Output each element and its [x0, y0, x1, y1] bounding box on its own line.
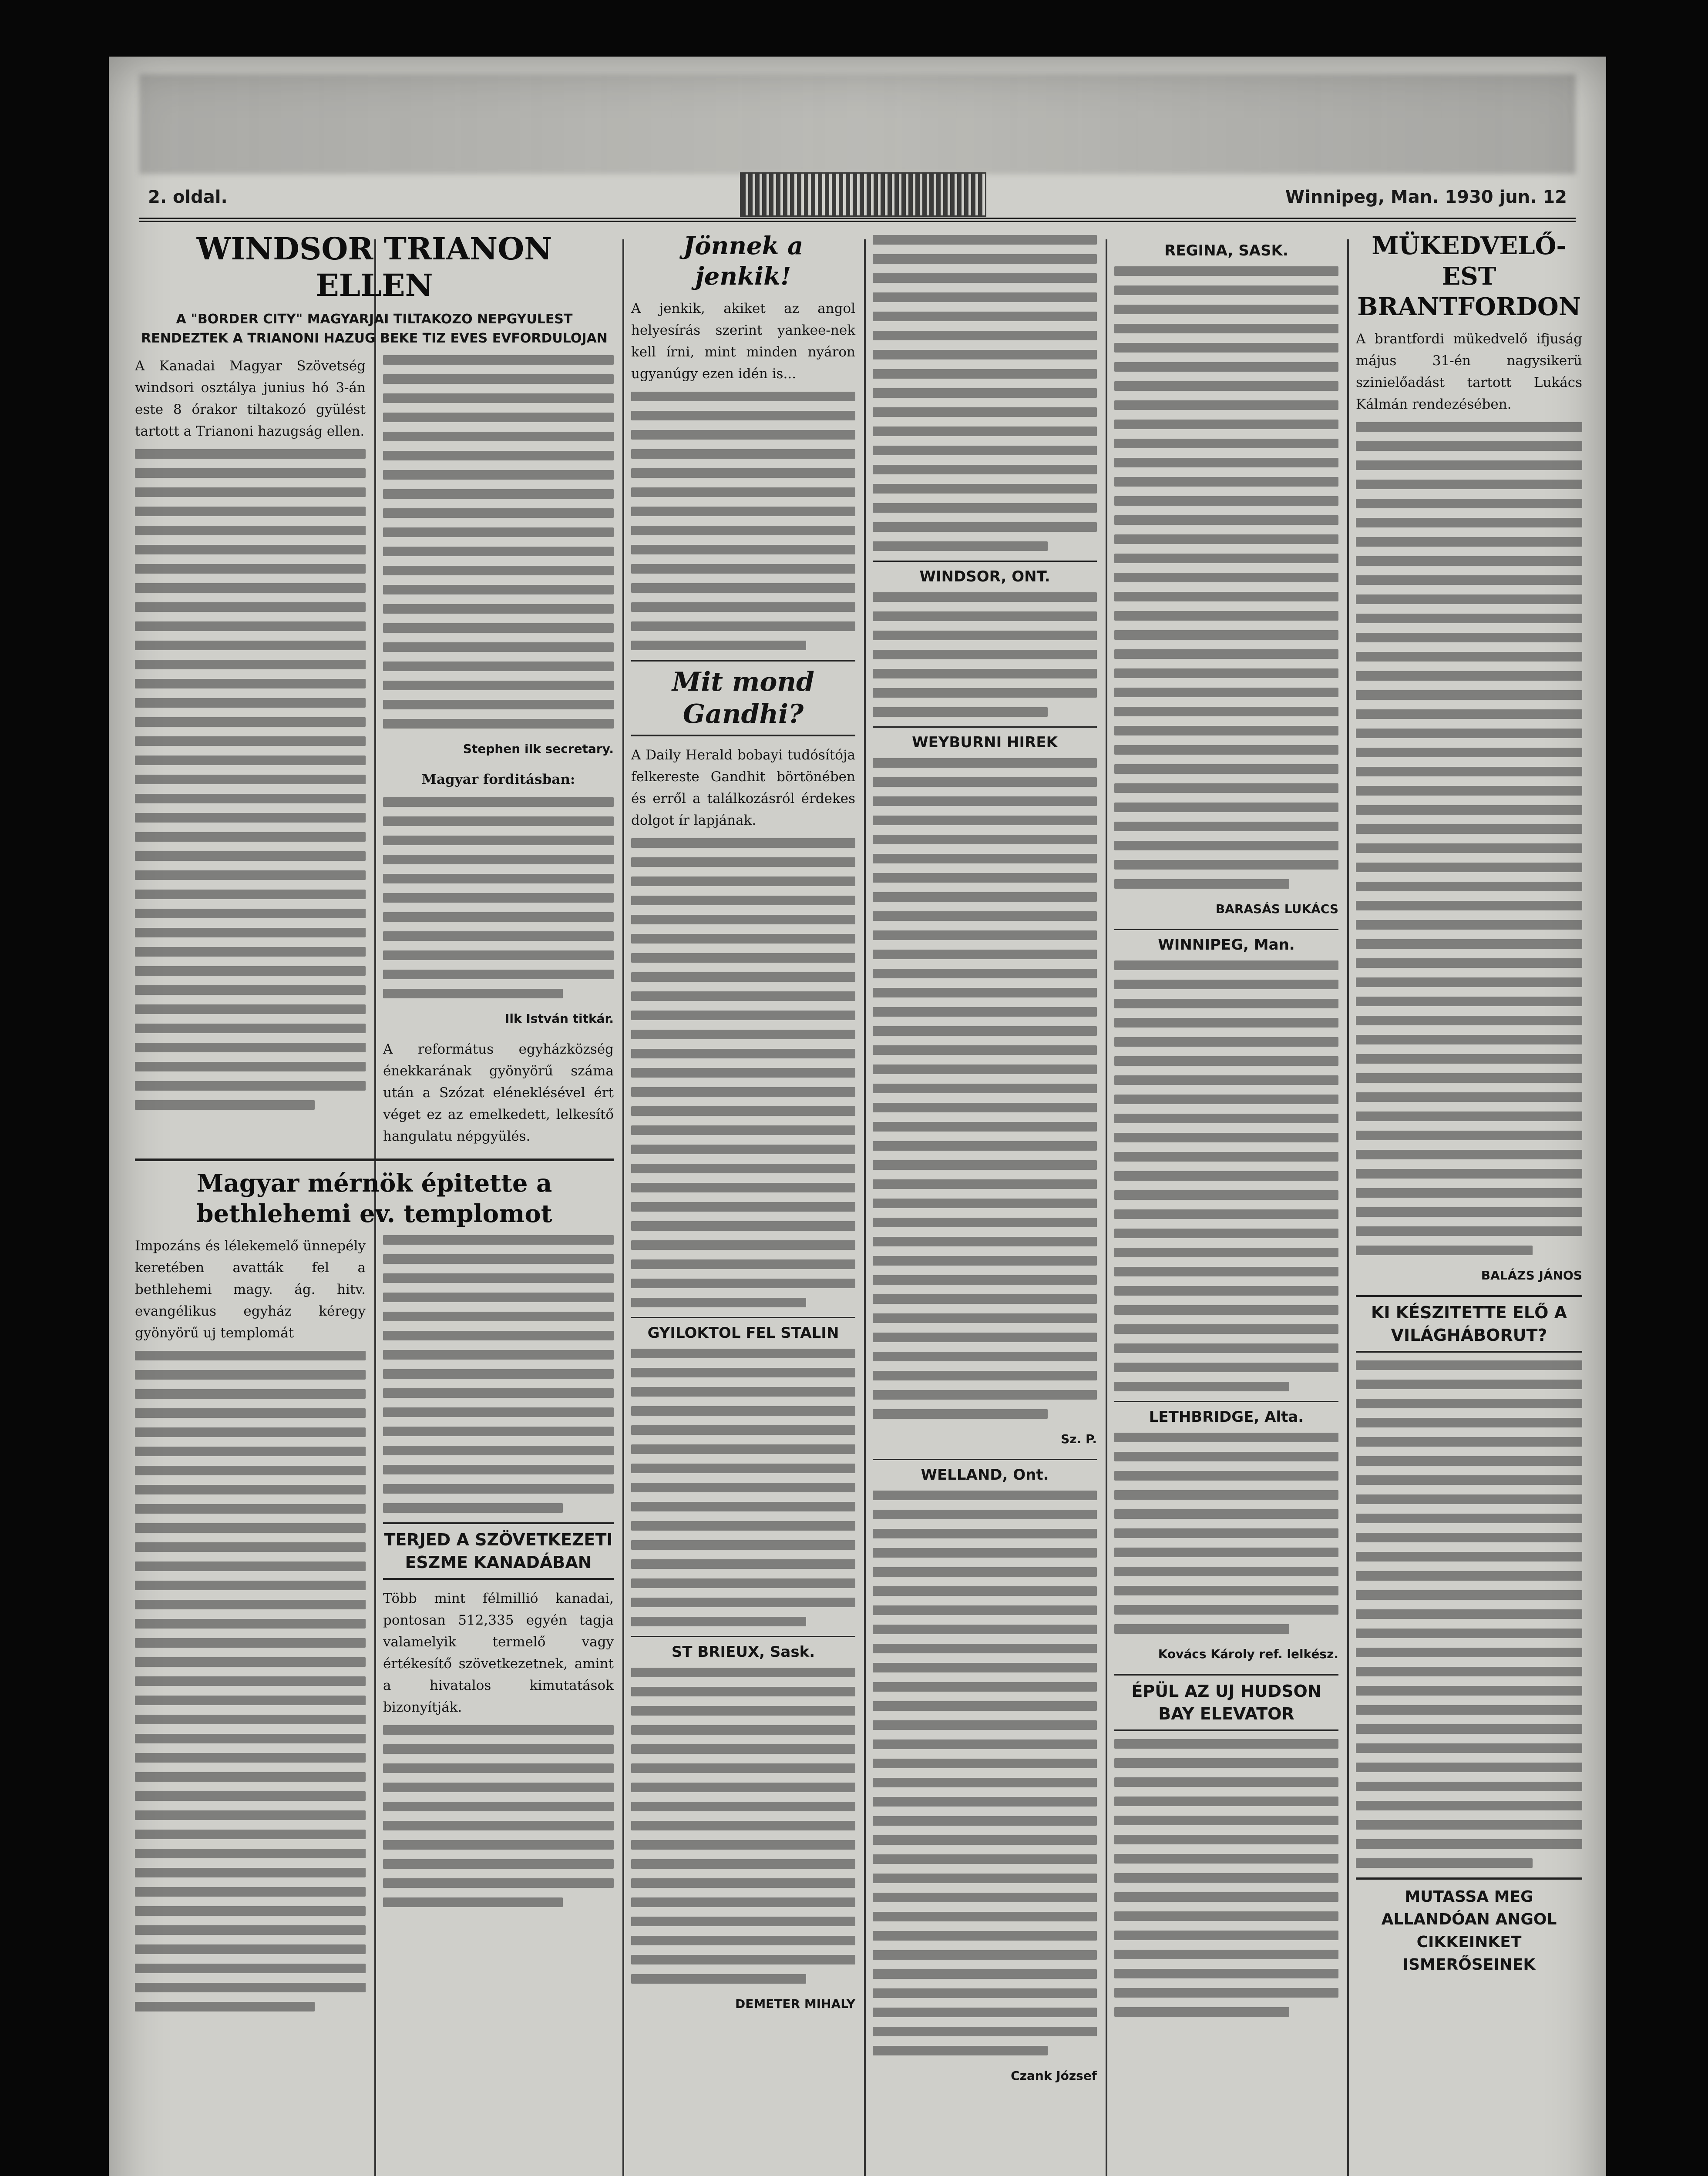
- windsor-intro: A Kanadai Magyar Szövetség windsori osztálya junius hó 3-án este 8 órakor tiltakozó gyülést tartott a Trianoni hazugság ellen.: [135, 358, 366, 439]
- article-text-block: [383, 355, 614, 729]
- kicker-windsor: A "BORDER CITY" MAGYARJAI TILTAKOZO NEPGYULEST RENDEZTEK A TRIANONI HAZUG BEKE TIZ EVES EVFORDULOJAN: [141, 312, 608, 346]
- signature-stephen: Stephen ilk secretary.: [463, 742, 614, 756]
- headline-stalin: GYILOKTOL FEL STALIN: [631, 1317, 855, 1343]
- headline-cooperative: TERJED A SZÖVETKEZETI ESZME KANADÁBAN: [383, 1522, 614, 1580]
- article-text-block: [383, 1725, 614, 1907]
- bethlehem-body-cont: [383, 1235, 614, 1917]
- headline-bethlehem: Magyar mérnök épitette a bethlehemi ev. templomot: [196, 1169, 552, 1228]
- article-text-block: [383, 797, 614, 998]
- article-text-block: [135, 449, 366, 1110]
- jenkik-intro: A jenkik, akiket az angol helyesírás szerint yankee-nek kell írni, mint minden nyáron ugyanúgy ezen idén is...: [631, 301, 855, 382]
- column-rule: [622, 239, 624, 2176]
- headline-jenkik: Jönnek a jenkik!: [683, 232, 804, 291]
- article-text-block: [135, 1351, 366, 2011]
- column-1: [135, 231, 614, 2176]
- article-text-block: [631, 1668, 855, 1984]
- scan-smudge: [139, 74, 1576, 174]
- article-text-block: [631, 1349, 855, 1626]
- column-3: [631, 231, 855, 2176]
- column-rule: [1347, 239, 1349, 2176]
- windsor-closing: A református egyházközség énekkarának gyönyörű száma után a Szózat eléneklésével ért véget ez az emelkedett, lelkesítő hangulatu népgyülés.: [383, 1041, 614, 1144]
- dateline-regina: REGINA, SASK.: [1164, 242, 1288, 259]
- article-text-block: [873, 1491, 1097, 2055]
- article-text-block: [1114, 1433, 1338, 1634]
- column-rule: [1106, 239, 1107, 2176]
- article-text-block: [383, 1235, 614, 1513]
- signature-czank: Czank József: [1011, 2069, 1097, 2083]
- article-text-block: [631, 392, 855, 650]
- signature-sz-p: Sz. P.: [1061, 1432, 1097, 1446]
- windsor-body: [135, 355, 366, 1119]
- article-text-block: [1114, 960, 1338, 1391]
- column-5: [1114, 231, 1338, 2176]
- column-6: [1356, 231, 1582, 2176]
- column-rule: [864, 239, 866, 2176]
- signature-kovacs: Kovács Károly ref. lelkész.: [1158, 1647, 1338, 1661]
- headline-brantford: MÜKEDVELŐ-EST BRANTFORDON: [1357, 232, 1581, 321]
- dateline-winnipeg: WINNIPEG, Man.: [1114, 929, 1338, 955]
- dateline-st-brieux: ST BRIEUX, Sask.: [631, 1636, 855, 1662]
- page-number: 2. oldal.: [148, 187, 228, 207]
- masthead: [139, 170, 1576, 222]
- signature-demeter: DEMETER MIHALY: [735, 1997, 855, 2011]
- dateline: Winnipeg, Man. 1930 jun. 12: [1285, 187, 1567, 207]
- headline-gandhi: Mit mond Gandhi?: [631, 660, 855, 736]
- headline-windsor: WINDSOR TRIANON ELLEN: [196, 231, 552, 303]
- brantford-intro: A brantfordi mükedvelő ifjuság május 31-én nagysikerü szinielőadást tartott Lukács Kálmán rendezésében.: [1356, 331, 1582, 412]
- article-text-block: [1356, 422, 1582, 1255]
- headline-world-war: KI KÉSZITETTE ELŐ A VILÁGHÁBORUT?: [1356, 1295, 1582, 1353]
- headline-hudson-bay: ÉPÜL AZ UJ HUDSON BAY ELEVATOR: [1114, 1674, 1338, 1731]
- promo-box: MUTASSA MEG ALLANDÓAN ANGOL CIKKEINKET ISMERŐSEINEK: [1356, 1877, 1582, 1976]
- article-text-block: [873, 592, 1097, 717]
- cooperative-intro: Több mint félmillió kanadai, pontosan 512,335 egyén tagja valamelyik termelő vagy értékesítő szövetkezetnek, amint a hivatalos kimutatások bizonyítják.: [383, 1591, 614, 1715]
- signature-balazs: BALÁZS JÁNOS: [1481, 1268, 1582, 1283]
- column-4: [873, 231, 1097, 2176]
- article-text-block: [1114, 1739, 1338, 2017]
- article-text-block: [1356, 1360, 1582, 1868]
- article-text-block: [1114, 266, 1338, 889]
- newspaper-page: [109, 57, 1606, 2176]
- bethlehem-story: [135, 1159, 614, 1715]
- signature-ilk: Ilk István titkár.: [504, 1011, 614, 1026]
- signature-barasas: BARASÁS LUKÁCS: [1215, 902, 1338, 916]
- newspaper-logo: [740, 172, 986, 217]
- translation-label: Magyar forditásban:: [421, 772, 575, 787]
- bethlehem-intro: Impozáns és lélekemelő ünnepély keretében avatták fel a bethlehemi magy. ág. hitv. evangélikus egyház kéregy gyönyörű uj templomát: [135, 1238, 366, 1341]
- gandhi-intro: A Daily Herald bobayi tudósítója felkereste Gandhit börtönében és erről a találkozásról érdekes dolgot ír lapjának.: [631, 747, 855, 828]
- dateline-lethbridge: LETHBRIDGE, Alta.: [1114, 1401, 1338, 1427]
- article-text-block: [873, 235, 1097, 551]
- windsor-body-cont: [383, 355, 614, 1154]
- dateline-windsor-ont: WINDSOR, ONT.: [873, 561, 1097, 587]
- bethlehem-body: [135, 1235, 366, 2021]
- article-text-block: [631, 838, 855, 1307]
- headline-weyburn: WEYBURNI HIREK: [873, 726, 1097, 753]
- dateline-welland: WELLAND, Ont.: [873, 1459, 1097, 1485]
- article-text-block: [873, 758, 1097, 1419]
